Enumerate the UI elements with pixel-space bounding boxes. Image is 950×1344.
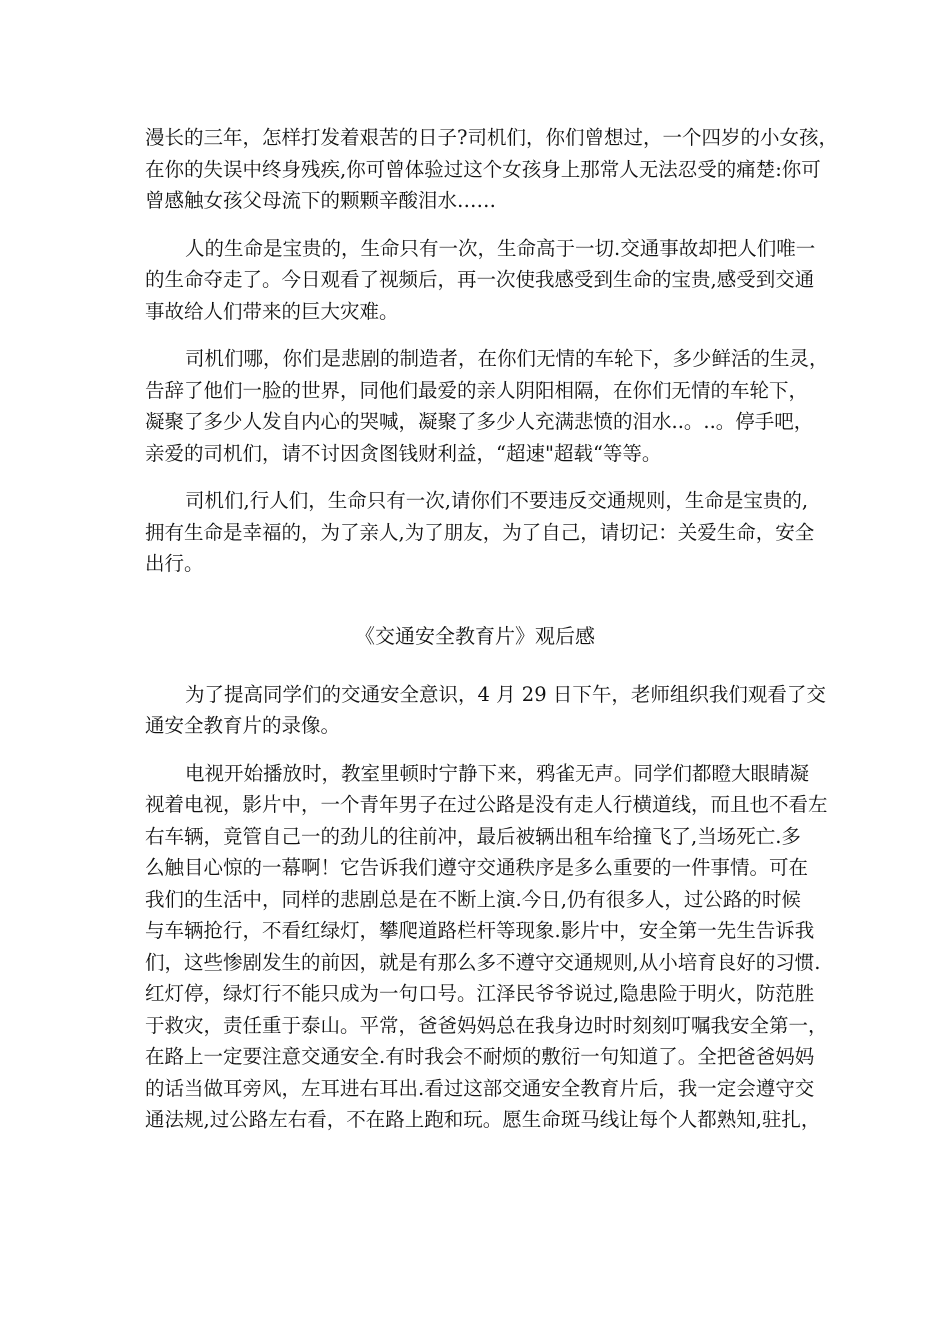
- text-line: 我们的生活中，同样的悲剧总是在不断上演.今日,仍有很多人，过公路的时候: [145, 887, 801, 911]
- text-line: 亲爱的司机们，请不讨因贪图钱财利益，“超速"超载“等等。: [145, 441, 662, 465]
- text-line: 凝聚了多少人发自内心的哭喊，凝聚了多少人充满悲愤的泪水..。..。停手吧，: [145, 410, 814, 433]
- paragraph: [145, 758, 828, 1136]
- text-line: 出行。: [145, 552, 204, 575]
- paragraph: [145, 233, 816, 328]
- paragraph: [145, 122, 838, 217]
- text-line: 曾感触女孩父母流下的颗颗辛酸泪水……: [145, 189, 497, 212]
- text-line: 于救灾，责任重于泰山。平常，爸爸妈妈总在我身边时时刻刻叮嘱我安全第一，: [145, 1013, 828, 1037]
- text-line: 司机们,行人们，生命只有一次,请你们不要违反交通规则，生命是宝贵的,: [185, 489, 809, 512]
- paragraph: [145, 343, 829, 469]
- text-line: 的话当做耳旁风，左耳进右耳出.看过这部交通安全教育片后，我一定会遵守交: [145, 1076, 815, 1100]
- text-line: 事故给人们带来的巨大灾难。: [145, 299, 399, 323]
- text-line: 人的生命是宝贵的，生命只有一次，生命高于一切.交通事故却把人们唯一: [185, 236, 816, 260]
- section-title: 《交通安全教育片》观后感: [355, 623, 595, 648]
- essay-section-1: [145, 122, 838, 580]
- text-line: 红灯停，绿灯行不能只成为一句口号。江泽民爷爷说过,隐患险于明火，防范胜: [145, 982, 815, 1005]
- text-line: 通安全教育片的录像。: [145, 714, 341, 737]
- text-line: 视着电视，影片中，一个青年男子在过公路是没有走人行横道线，而且也不看左: [145, 793, 828, 816]
- text-line: 么触目心惊的一幕啊！它告诉我们遵守交通秩序是多么重要的一件事情。可在: [145, 856, 809, 879]
- text-line: 们，这些惨剧发生的前因，就是有那么多不遵守交通规则,从小培育良好的习惯.: [145, 950, 821, 974]
- text-line: 漫长的三年，怎样打发着艰苦的日子?司机们，你们曾想过，一个四岁的小女孩，: [145, 126, 838, 149]
- text-line: 与车辆抢行，不看红绿灯，攀爬道路栏杆等现象.影片中，安全第一先生告诉我: [145, 919, 815, 942]
- text-line: 告辞了他们一脸的世界，同他们最爱的亲人阴阳相隔，在你们无情的车轮下，: [145, 378, 809, 402]
- text-line: 司机们哪，你们是悲剧的制造者，在你们无情的车轮下，多少鲜活的生灵，: [185, 347, 829, 370]
- paragraph: [145, 485, 815, 580]
- document-page: [145, 122, 838, 1136]
- text-line: 通法规,过公路左右看，不在路上跑和玩。愿生命斑马线让每个人都熟知,驻扎，: [145, 1108, 821, 1131]
- text-line: 的生命夺走了。今日观看了视频后，再一次使我感受到生命的宝贵,感受到交通: [145, 268, 815, 291]
- text-line: 右车辆，竟管自己一的劲儿的往前冲，最后被辆出租车给撞飞了,当场死亡.多: [145, 824, 801, 848]
- paragraph: [145, 679, 826, 742]
- text-line: 在你的失误中终身残疾,你可曾体验过这个女孩身上那常人无法忍受的痛楚:你可: [145, 157, 821, 181]
- text-line: 为了提高同学们的交通安全意识，4 月 29 日下午，老师组织我们观看了交: [185, 682, 826, 706]
- text-line: 拥有生命是幸福的，为了亲人,为了朋友，为了自己，请切记：关爱生命，安全: [145, 520, 815, 544]
- text-line: 电视开始播放时，教室里顿时宁静下来，鸦雀无声。同学们都瞪大眼睛凝: [185, 761, 810, 785]
- text-line: 在路上一定要注意交通安全.有时我会不耐烦的敷衍一句知道了。全把爸爸妈妈: [145, 1045, 815, 1068]
- essay-section-2: [145, 679, 828, 1136]
